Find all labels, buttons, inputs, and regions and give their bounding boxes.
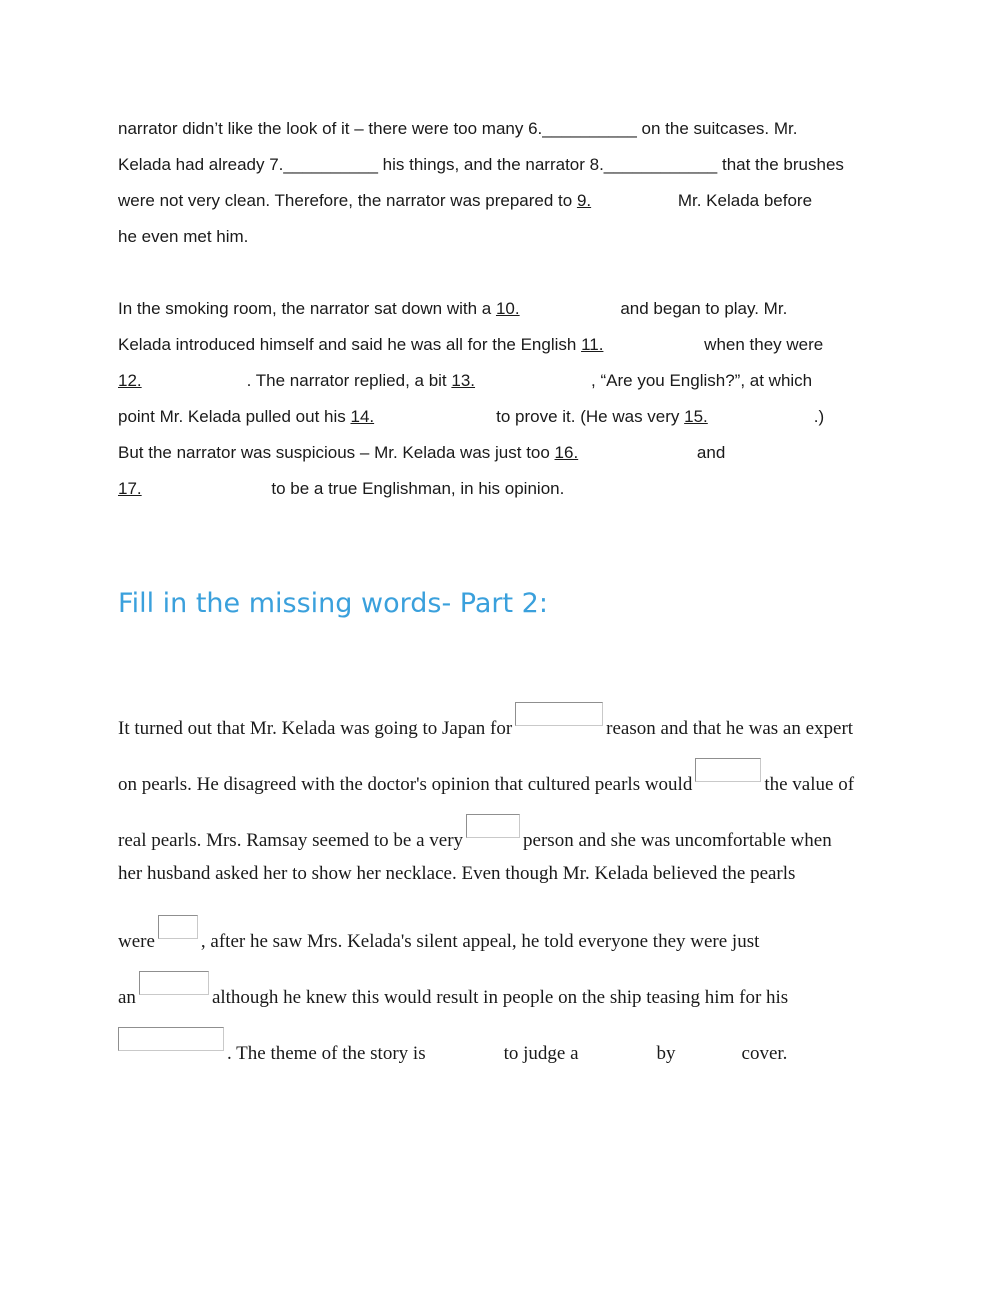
blank-14: 14. [350, 407, 375, 426]
text-line: . The theme of the story is to judge a by cover. [118, 1027, 787, 1057]
answer-box-3[interactable] [466, 814, 520, 838]
blank-17: 17. [118, 479, 142, 498]
text-line: narrator didn’t like the look of it – there were too many 6.__________ on the suitcases. Mr. [118, 119, 798, 138]
text-line: Kelada had already 7.__________ his things, and the narrator 8.____________ that the brushes [118, 155, 844, 174]
text-line: 12. . The narrator replied, a bit 13. , “Are you English?”, at which [118, 371, 813, 390]
text-line: were not very clean. Therefore, the narrator was prepared to 9. Mr. Kelada before [118, 191, 813, 210]
blank-11: 11. [581, 335, 604, 354]
text-line: But the narrator was suspicious – Mr. Kelada was just too 16. and [118, 443, 726, 462]
text-line: were , after he saw Mrs. Kelada's silent appeal, he told everyone they were just [118, 915, 759, 945]
blank-16: 16. [554, 443, 579, 462]
answer-box-5[interactable] [139, 971, 209, 995]
text-line: he even met him. [118, 227, 249, 246]
blank-10: 10. [495, 299, 520, 318]
blank-9: 9. [576, 191, 592, 210]
text-line: her husband asked her to show her necklace. Even though Mr. Kelada believed the pearls [118, 863, 796, 884]
text-line: real pearls. Mrs. Ramsay seemed to be a very person and she was uncomfortable when [118, 814, 832, 844]
blank-12: 12. [118, 371, 142, 390]
answer-box-1[interactable] [515, 702, 603, 726]
part1-paragraph-1 [118, 111, 918, 507]
text-line: point Mr. Kelada pulled out his 14. to prove it. (He was very 15. .) [118, 407, 825, 426]
answer-box-2[interactable] [695, 758, 761, 782]
answer-box-4[interactable] [158, 915, 198, 939]
section-heading: Fill in the missing words- Part 2: [118, 588, 548, 619]
text-line: Kelada introduced himself and said he was all for the English 11. when they were [118, 335, 824, 354]
blank-13: 13. [451, 371, 476, 390]
text-line: an although he knew this would result in people on the ship teasing him for his [118, 971, 788, 1001]
text-line: In the smoking room, the narrator sat down with a 10. and began to play. Mr. [118, 299, 788, 318]
blank-15: 15. [684, 407, 708, 426]
text-line: It turned out that Mr. Kelada was going to Japan for reason and that he was an expert [118, 702, 853, 732]
answer-box-6[interactable] [118, 1027, 224, 1051]
text-line: on pearls. He disagreed with the doctor's opinion that cultured pearls would the value of [118, 758, 854, 788]
text-line: 17. to be a true Englishman, in his opinion. [118, 479, 565, 498]
